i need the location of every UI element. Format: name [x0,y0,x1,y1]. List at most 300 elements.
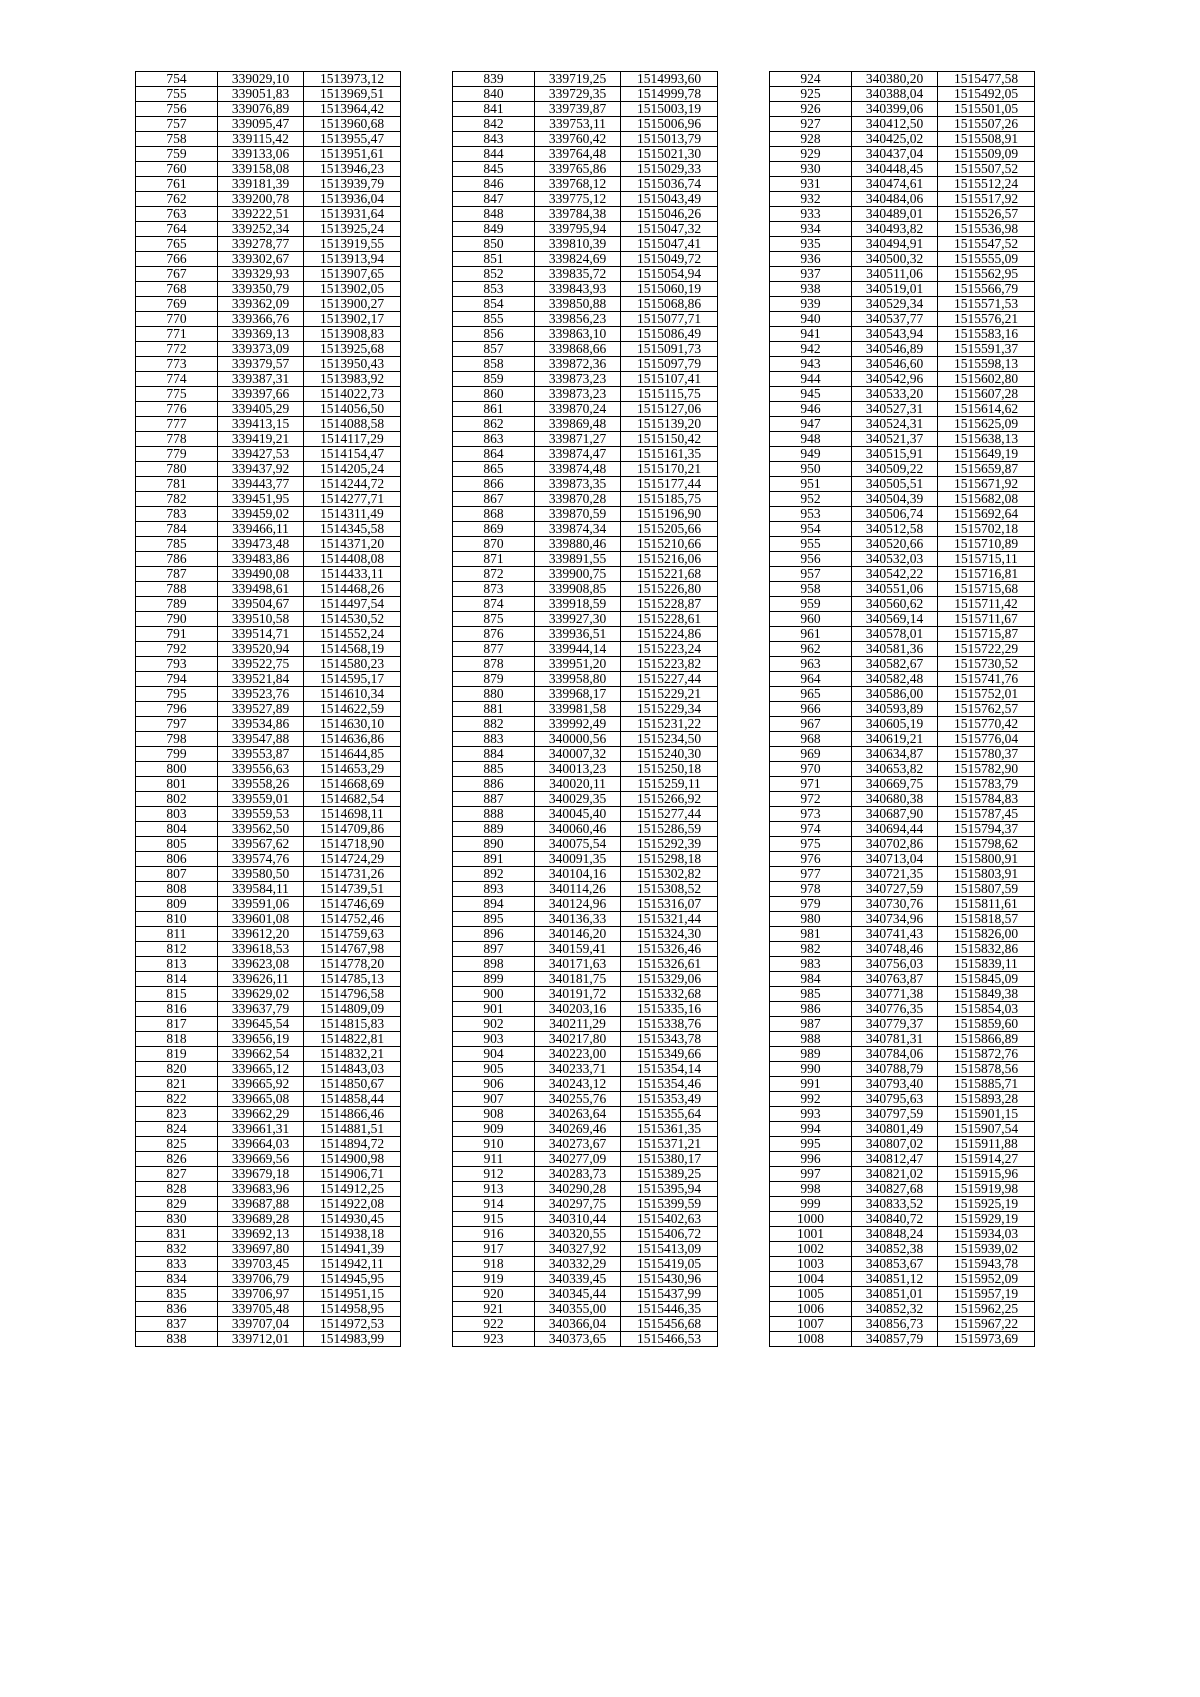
x-coordinate-cell: 340582,67 [852,657,938,672]
table-row [136,447,401,462]
y-coordinate-cell: 1513951,61 [304,147,401,162]
point-number-cell: 976 [770,852,852,867]
point-number-cell: 985 [770,987,852,1002]
table-row [770,642,1035,657]
point-number-cell: 973 [770,807,852,822]
x-coordinate-cell: 340801,49 [852,1122,938,1137]
x-coordinate-cell: 339863,10 [535,327,621,342]
x-coordinate-cell: 339473,48 [218,537,304,552]
table-row [770,447,1035,462]
y-coordinate-cell: 1514739,51 [304,882,401,897]
x-coordinate-cell: 340255,76 [535,1092,621,1107]
table-row [136,102,401,117]
point-number-cell: 778 [136,432,218,447]
point-number-cell: 843 [453,132,535,147]
table-row [136,507,401,522]
x-coordinate-cell: 339918,59 [535,597,621,612]
x-coordinate-cell: 340856,73 [852,1317,938,1332]
table-row [453,312,718,327]
y-coordinate-cell: 1515292,39 [621,837,718,852]
point-number-cell: 883 [453,732,535,747]
point-number-cell: 868 [453,507,535,522]
y-coordinate-cell: 1513969,51 [304,87,401,102]
table-row [453,1257,718,1272]
y-coordinate-cell: 1515223,82 [621,657,718,672]
coordinate-table-2 [452,71,718,1347]
y-coordinate-cell: 1513925,24 [304,222,401,237]
table-row [136,147,401,162]
x-coordinate-cell: 339719,25 [535,72,621,87]
table-row [136,642,401,657]
point-number-cell: 958 [770,582,852,597]
table-row [136,1302,401,1317]
point-number-cell: 989 [770,1047,852,1062]
point-number-cell: 941 [770,327,852,342]
table-row [453,372,718,387]
table-row [453,1092,718,1107]
x-coordinate-cell: 339968,17 [535,687,621,702]
point-number-cell: 816 [136,1002,218,1017]
point-number-cell: 911 [453,1152,535,1167]
point-number-cell: 914 [453,1197,535,1212]
point-number-cell: 864 [453,447,535,462]
x-coordinate-cell: 340713,04 [852,852,938,867]
table-row [770,357,1035,372]
x-coordinate-cell: 340734,96 [852,912,938,927]
y-coordinate-cell: 1513902,17 [304,312,401,327]
x-coordinate-cell: 339870,59 [535,507,621,522]
x-coordinate-cell: 340748,46 [852,942,938,957]
table-row [770,1077,1035,1092]
y-coordinate-cell: 1515625,09 [938,417,1035,432]
x-coordinate-cell: 340290,28 [535,1182,621,1197]
point-number-cell: 847 [453,192,535,207]
x-coordinate-cell: 340223,00 [535,1047,621,1062]
y-coordinate-cell: 1515302,82 [621,867,718,882]
point-number-cell: 984 [770,972,852,987]
table-row [136,267,401,282]
point-number-cell: 777 [136,417,218,432]
table-row [136,1092,401,1107]
x-coordinate-cell: 339504,67 [218,597,304,612]
table-row [770,627,1035,642]
point-number-cell: 969 [770,747,852,762]
table-row [453,747,718,762]
table-row [453,207,718,222]
y-coordinate-cell: 1515419,05 [621,1257,718,1272]
table-row [453,492,718,507]
table-row [453,567,718,582]
table-row [136,1182,401,1197]
x-coordinate-cell: 340505,51 [852,477,938,492]
point-number-cell: 892 [453,867,535,882]
y-coordinate-cell: 1514850,67 [304,1077,401,1092]
table-row [453,552,718,567]
x-coordinate-cell: 340474,61 [852,177,938,192]
y-coordinate-cell: 1515776,04 [938,732,1035,747]
y-coordinate-cell: 1515492,05 [938,87,1035,102]
point-number-cell: 895 [453,912,535,927]
y-coordinate-cell: 1515354,46 [621,1077,718,1092]
x-coordinate-cell: 340840,72 [852,1212,938,1227]
y-coordinate-cell: 1515349,66 [621,1047,718,1062]
x-coordinate-cell: 339870,24 [535,402,621,417]
x-coordinate-cell: 340388,04 [852,87,938,102]
point-number-cell: 789 [136,597,218,612]
x-coordinate-cell: 339514,71 [218,627,304,642]
x-coordinate-cell: 339908,85 [535,582,621,597]
x-coordinate-cell: 340243,12 [535,1077,621,1092]
table-row [136,1257,401,1272]
point-number-cell: 904 [453,1047,535,1062]
point-number-cell: 788 [136,582,218,597]
y-coordinate-cell: 1515934,03 [938,1227,1035,1242]
point-number-cell: 930 [770,162,852,177]
table-row [453,882,718,897]
x-coordinate-cell: 340269,46 [535,1122,621,1137]
table-row [770,462,1035,477]
point-number-cell: 827 [136,1167,218,1182]
point-number-cell: 764 [136,222,218,237]
x-coordinate-cell: 340542,22 [852,567,938,582]
point-number-cell: 796 [136,702,218,717]
point-number-cell: 815 [136,987,218,1002]
x-coordinate-cell: 340519,01 [852,282,938,297]
table-row [770,1257,1035,1272]
point-number-cell: 875 [453,612,535,627]
x-coordinate-cell: 339705,48 [218,1302,304,1317]
point-number-cell: 938 [770,282,852,297]
table-row [136,207,401,222]
point-number-cell: 951 [770,477,852,492]
x-coordinate-cell: 340399,06 [852,102,938,117]
x-coordinate-cell: 340310,44 [535,1212,621,1227]
table-row [770,327,1035,342]
point-number-cell: 999 [770,1197,852,1212]
x-coordinate-cell: 340029,35 [535,792,621,807]
point-number-cell: 855 [453,312,535,327]
table-row [136,957,401,972]
x-coordinate-cell: 339662,29 [218,1107,304,1122]
x-coordinate-cell: 339397,66 [218,387,304,402]
point-number-cell: 916 [453,1227,535,1242]
y-coordinate-cell: 1513964,42 [304,102,401,117]
x-coordinate-cell: 339523,76 [218,687,304,702]
y-coordinate-cell: 1513919,55 [304,237,401,252]
table-row [136,882,401,897]
x-coordinate-cell: 339405,29 [218,402,304,417]
y-coordinate-cell: 1515798,62 [938,837,1035,852]
y-coordinate-cell: 1514941,39 [304,1242,401,1257]
table-row [453,1002,718,1017]
table-row [770,282,1035,297]
x-coordinate-cell: 340533,20 [852,387,938,402]
point-number-cell: 912 [453,1167,535,1182]
x-coordinate-cell: 340833,52 [852,1197,938,1212]
x-coordinate-cell: 340586,00 [852,687,938,702]
x-coordinate-cell: 340776,35 [852,1002,938,1017]
point-number-cell: 1007 [770,1317,852,1332]
x-coordinate-cell: 340741,43 [852,927,938,942]
x-coordinate-cell: 339665,12 [218,1062,304,1077]
y-coordinate-cell: 1515826,00 [938,927,1035,942]
y-coordinate-cell: 1515277,44 [621,807,718,822]
y-coordinate-cell: 1513983,92 [304,372,401,387]
x-coordinate-cell: 339880,46 [535,537,621,552]
y-coordinate-cell: 1515107,41 [621,372,718,387]
point-number-cell: 993 [770,1107,852,1122]
point-number-cell: 877 [453,642,535,657]
y-coordinate-cell: 1515914,27 [938,1152,1035,1167]
table-row [136,1032,401,1047]
y-coordinate-cell: 1515711,42 [938,597,1035,612]
y-coordinate-cell: 1515326,61 [621,957,718,972]
table-row [453,777,718,792]
point-number-cell: 805 [136,837,218,852]
point-number-cell: 971 [770,777,852,792]
x-coordinate-cell: 340730,76 [852,897,938,912]
y-coordinate-cell: 1515477,58 [938,72,1035,87]
x-coordinate-cell: 339076,89 [218,102,304,117]
x-coordinate-cell: 340721,35 [852,867,938,882]
table-row [453,267,718,282]
x-coordinate-cell: 340506,74 [852,507,938,522]
x-coordinate-cell: 340560,62 [852,597,938,612]
y-coordinate-cell: 1515555,09 [938,252,1035,267]
x-coordinate-cell: 339739,87 [535,102,621,117]
x-coordinate-cell: 340355,00 [535,1302,621,1317]
y-coordinate-cell: 1515715,87 [938,627,1035,642]
y-coordinate-cell: 1515591,37 [938,342,1035,357]
table-row [770,237,1035,252]
point-number-cell: 845 [453,162,535,177]
y-coordinate-cell: 1515150,42 [621,432,718,447]
y-coordinate-cell: 1515929,19 [938,1212,1035,1227]
x-coordinate-cell: 340546,89 [852,342,938,357]
y-coordinate-cell: 1515784,83 [938,792,1035,807]
point-number-cell: 783 [136,507,218,522]
y-coordinate-cell: 1515054,94 [621,267,718,282]
table-row [453,1302,718,1317]
x-coordinate-cell: 339350,79 [218,282,304,297]
y-coordinate-cell: 1513900,27 [304,297,401,312]
table-row [453,177,718,192]
point-number-cell: 970 [770,762,852,777]
table-row [453,1182,718,1197]
y-coordinate-cell: 1515752,01 [938,687,1035,702]
point-number-cell: 908 [453,1107,535,1122]
x-coordinate-cell: 340515,91 [852,447,938,462]
x-coordinate-cell: 339764,48 [535,147,621,162]
x-coordinate-cell: 339534,86 [218,717,304,732]
point-number-cell: 861 [453,402,535,417]
point-number-cell: 813 [136,957,218,972]
point-number-cell: 832 [136,1242,218,1257]
point-number-cell: 950 [770,462,852,477]
y-coordinate-cell: 1515659,87 [938,462,1035,477]
point-number-cell: 981 [770,927,852,942]
x-coordinate-cell: 339729,35 [535,87,621,102]
table-row [770,192,1035,207]
x-coordinate-cell: 339873,35 [535,477,621,492]
point-number-cell: 769 [136,297,218,312]
table-row [770,687,1035,702]
x-coordinate-cell: 339707,04 [218,1317,304,1332]
y-coordinate-cell: 1515536,98 [938,222,1035,237]
point-number-cell: 817 [136,1017,218,1032]
y-coordinate-cell: 1514718,90 [304,837,401,852]
x-coordinate-cell: 340653,82 [852,762,938,777]
table-row [136,372,401,387]
table-row [453,297,718,312]
point-number-cell: 867 [453,492,535,507]
point-number-cell: 945 [770,387,852,402]
point-number-cell: 761 [136,177,218,192]
y-coordinate-cell: 1515682,08 [938,492,1035,507]
point-number-cell: 876 [453,627,535,642]
y-coordinate-cell: 1515259,11 [621,777,718,792]
y-coordinate-cell: 1515234,50 [621,732,718,747]
table-row [770,417,1035,432]
x-coordinate-cell: 340171,63 [535,957,621,972]
x-coordinate-cell: 340104,16 [535,867,621,882]
table-row [453,357,718,372]
table-row [136,942,401,957]
y-coordinate-cell: 1514958,95 [304,1302,401,1317]
table-row [136,807,401,822]
table-row [136,1047,401,1062]
table-row [136,852,401,867]
table-row [453,987,718,1002]
point-number-cell: 959 [770,597,852,612]
x-coordinate-cell: 340332,29 [535,1257,621,1272]
y-coordinate-cell: 1515911,88 [938,1137,1035,1152]
point-number-cell: 822 [136,1092,218,1107]
table-row [453,762,718,777]
point-number-cell: 885 [453,762,535,777]
y-coordinate-cell: 1515013,79 [621,132,718,147]
x-coordinate-cell: 340781,31 [852,1032,938,1047]
table-row [770,372,1035,387]
table-row [770,507,1035,522]
table-row [136,1272,401,1287]
x-coordinate-cell: 340277,09 [535,1152,621,1167]
x-coordinate-cell: 340297,75 [535,1197,621,1212]
y-coordinate-cell: 1515338,76 [621,1017,718,1032]
table-row [453,1152,718,1167]
x-coordinate-cell: 340339,45 [535,1272,621,1287]
x-coordinate-cell: 340000,56 [535,732,621,747]
y-coordinate-cell: 1515893,28 [938,1092,1035,1107]
point-number-cell: 898 [453,957,535,972]
x-coordinate-cell: 340727,59 [852,882,938,897]
point-number-cell: 771 [136,327,218,342]
table-row [453,1017,718,1032]
y-coordinate-cell: 1515783,79 [938,777,1035,792]
point-number-cell: 759 [136,147,218,162]
table-row [136,492,401,507]
x-coordinate-cell: 340203,16 [535,1002,621,1017]
y-coordinate-cell: 1515501,05 [938,102,1035,117]
y-coordinate-cell: 1513907,65 [304,267,401,282]
table-row [136,1122,401,1137]
point-number-cell: 780 [136,462,218,477]
x-coordinate-cell: 339133,06 [218,147,304,162]
x-coordinate-cell: 339637,79 [218,1002,304,1017]
y-coordinate-cell: 1515803,91 [938,867,1035,882]
x-coordinate-cell: 339992,49 [535,717,621,732]
y-coordinate-cell: 1515335,16 [621,1002,718,1017]
y-coordinate-cell: 1514972,53 [304,1317,401,1332]
table-row [136,717,401,732]
y-coordinate-cell: 1514752,46 [304,912,401,927]
y-coordinate-cell: 1514796,58 [304,987,401,1002]
x-coordinate-cell: 339765,86 [535,162,621,177]
table-row [136,1167,401,1182]
point-number-cell: 854 [453,297,535,312]
point-number-cell: 774 [136,372,218,387]
table-row [136,657,401,672]
x-coordinate-cell: 339302,67 [218,252,304,267]
x-coordinate-cell: 339843,93 [535,282,621,297]
x-coordinate-cell: 339419,21 [218,432,304,447]
x-coordinate-cell: 340542,96 [852,372,938,387]
x-coordinate-cell: 340763,87 [852,972,938,987]
table-row [136,1227,401,1242]
y-coordinate-cell: 1515702,18 [938,522,1035,537]
point-number-cell: 831 [136,1227,218,1242]
y-coordinate-cell: 1515787,45 [938,807,1035,822]
point-number-cell: 975 [770,837,852,852]
point-number-cell: 856 [453,327,535,342]
point-number-cell: 858 [453,357,535,372]
table-row [136,912,401,927]
y-coordinate-cell: 1514580,23 [304,657,401,672]
point-number-cell: 810 [136,912,218,927]
y-coordinate-cell: 1515361,35 [621,1122,718,1137]
table-row [770,717,1035,732]
y-coordinate-cell: 1514942,11 [304,1257,401,1272]
y-coordinate-cell: 1515399,59 [621,1197,718,1212]
x-coordinate-cell: 339768,12 [535,177,621,192]
y-coordinate-cell: 1515029,33 [621,162,718,177]
table-row [770,162,1035,177]
y-coordinate-cell: 1515395,94 [621,1182,718,1197]
point-number-cell: 881 [453,702,535,717]
point-number-cell: 790 [136,612,218,627]
table-row [136,477,401,492]
x-coordinate-cell: 340634,87 [852,747,938,762]
y-coordinate-cell: 1514530,52 [304,612,401,627]
y-coordinate-cell: 1514746,69 [304,897,401,912]
point-number-cell: 896 [453,927,535,942]
x-coordinate-cell: 339222,51 [218,207,304,222]
y-coordinate-cell: 1515466,53 [621,1332,718,1347]
x-coordinate-cell: 340509,22 [852,462,938,477]
x-coordinate-cell: 340669,75 [852,777,938,792]
table-row [453,672,718,687]
table-row [453,87,718,102]
x-coordinate-cell: 340345,44 [535,1287,621,1302]
table-row [136,237,401,252]
x-coordinate-cell: 339158,08 [218,162,304,177]
y-coordinate-cell: 1515973,69 [938,1332,1035,1347]
y-coordinate-cell: 1515355,64 [621,1107,718,1122]
point-number-cell: 913 [453,1182,535,1197]
y-coordinate-cell: 1515508,91 [938,132,1035,147]
point-number-cell: 785 [136,537,218,552]
point-number-cell: 793 [136,657,218,672]
